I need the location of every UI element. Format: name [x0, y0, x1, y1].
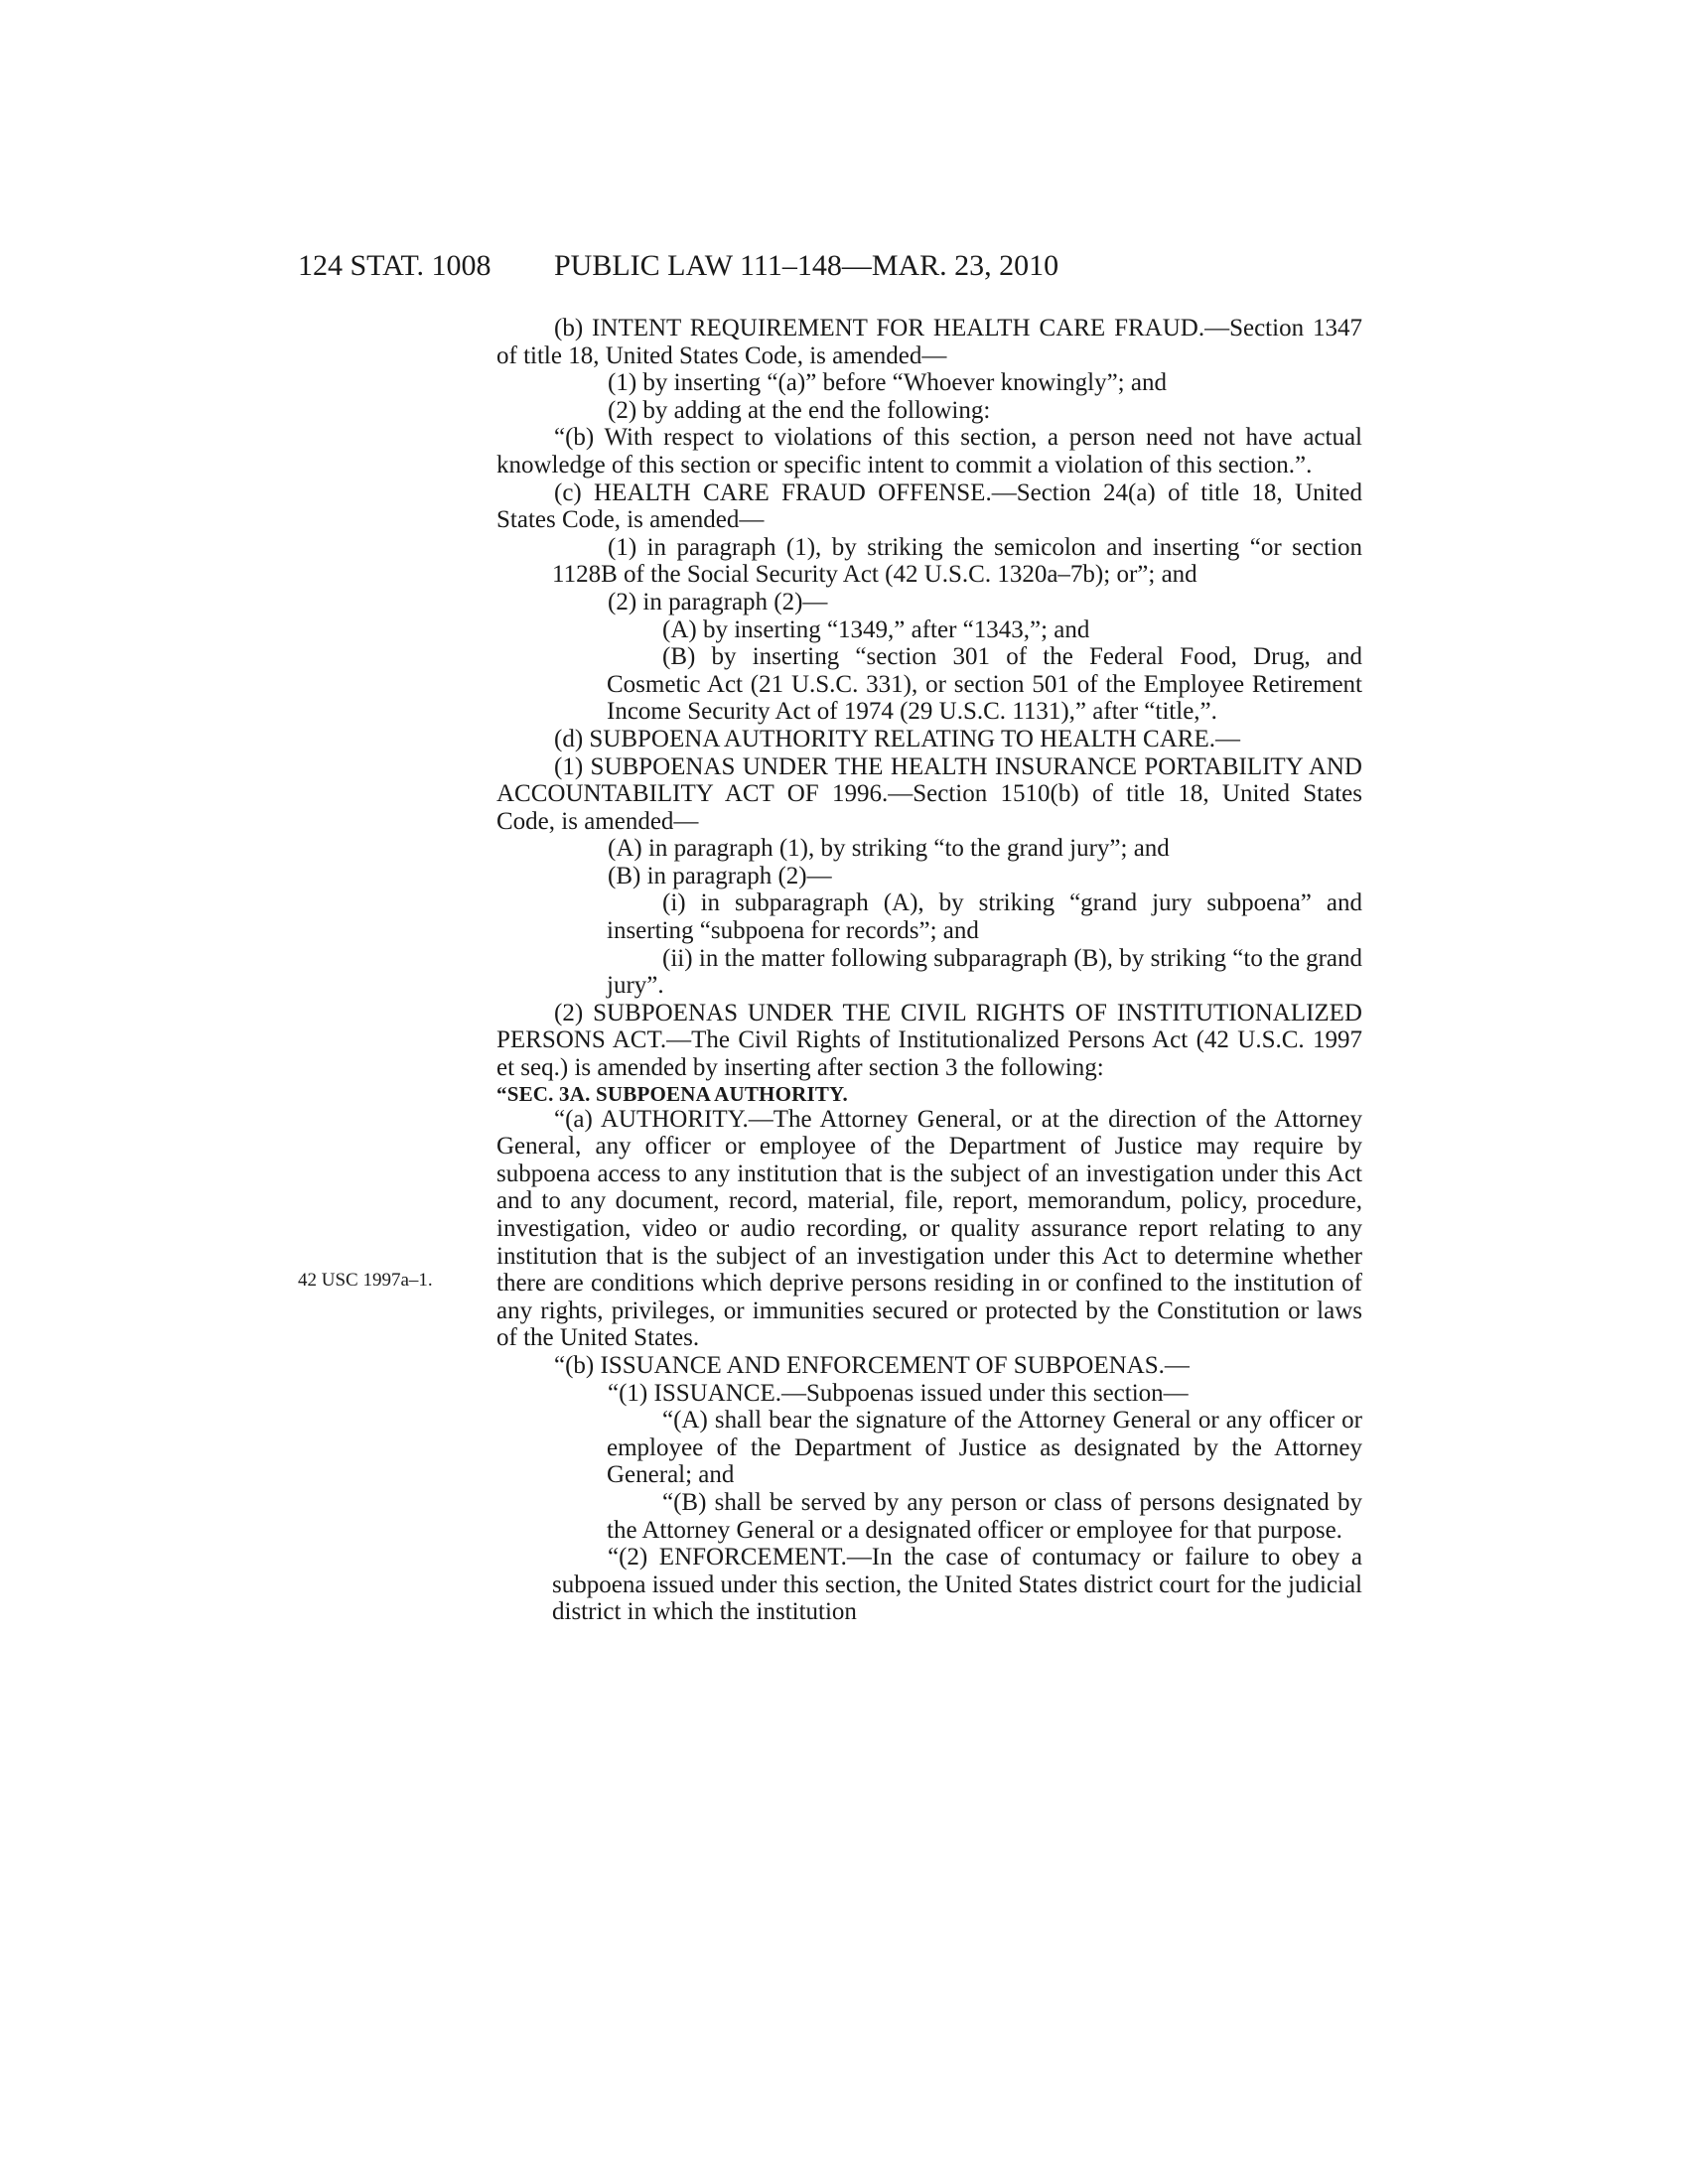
paragraph-d1a: (A) in paragraph (1), by striking “to the grand jury”; and	[608, 835, 1170, 863]
paragraph-d-subpoena-authority: (d) SUBPOENA AUTHORITY RELATING TO HEALTH CARE.—	[554, 725, 1240, 752]
page-header	[298, 246, 1192, 286]
paragraph-a-authority: “(a) AUTHORITY.—The Attorney General, or at the direction of the Attorney General, any officer or employee of the Department of Justice may require by subpoena access to any institution that is the subject of an investigation under this Act and to any document, record, material, file, report, memorandum, policy, procedure, investigation, video or audio recording, or quality assurance report relating to any institution that is the subject of an investigation under this Act to determine whether there are conditions which deprive persons residing in or confined to the institution of any rights, privileges, or immunities secured or protected by the Constitution or laws of the United States.	[496, 1105, 1362, 1352]
paragraph-b-quote: “(b) With respect to violations of this section, a person need not have actual knowledge of this section or specific intent to commit a violation of this section.”.	[496, 424, 1362, 478]
document-body	[496, 315, 1362, 1626]
paragraph-c1: (1) in paragraph (1), by striking the semicolon and inserting “or section 1128B of the Social Security Act (42 U.S.C. 1320a–7b); or”; and	[552, 533, 1362, 589]
paragraph-b-enforcement-2: “(2) ENFORCEMENT.—In the case of contumacy or failure to obey a subpoena issued under this section, the United States district court for the judicial district in which the institution	[552, 1544, 1362, 1626]
paragraph-b-issuance-1: “(1) ISSUANCE.—Subpoenas issued under this section—	[608, 1379, 1189, 1407]
paragraph-d2: (2) SUBPOENAS UNDER THE CIVIL RIGHTS OF INSTITUTIONALIZED PERSONS ACT.—The Civil Rights of Institutionalized Persons Act (42 U.S.C. 1997 et seq.) is amended by inserting after section 3 the following:	[496, 999, 1362, 1082]
margin-citation: 42 USC 1997a–1.	[298, 1270, 433, 1291]
paragraph-b2: (2) by adding at the end the following:	[608, 396, 991, 424]
paragraph-b-issuance-enforcement: “(b) ISSUANCE AND ENFORCEMENT OF SUBPOENAS.—	[554, 1351, 1190, 1379]
paragraph-b1: (1) by inserting “(a)” before “Whoever knowingly”; and	[608, 369, 1167, 397]
paragraph-d1b: (B) in paragraph (2)—	[608, 862, 832, 889]
paragraph-b-issuance-1b: “(B) shall be served by any person or class of persons designated by the Attorney General or a designated officer or employee for that purpose.	[607, 1488, 1362, 1544]
paragraph-c2b: (B) by inserting “section 301 of the Federal Food, Drug, and Cosmetic Act (21 U.S.C. 331), or section 501 of the Employee Retirement Income Security Act of 1974 (29 U.S.C. 1131),” after “title,”.	[607, 643, 1362, 726]
public-law-title: PUBLIC LAW 111–148—MAR. 23, 2010	[554, 249, 1059, 282]
paragraph-d1: (1) SUBPOENAS UNDER THE HEALTH INSURANCE PORTABILITY AND ACCOUNTABILITY ACT OF 1996.—Section 1510(b) of title 18, United States Code, is amended—	[496, 752, 1362, 835]
paragraph-d1b-ii: (ii) in the matter following subparagraph (B), by striking “to the grand jury”.	[607, 944, 1362, 1000]
paragraph-c2a: (A) by inserting “1349,” after “1343,”; and	[662, 615, 1090, 643]
paragraph-b-intent-requirement: (b) INTENT REQUIREMENT FOR HEALTH CARE FRAUD.—Section 1347 of title 18, United States Code, is amended—	[496, 315, 1362, 369]
statute-page-number: 124 STAT. 1008	[298, 249, 492, 282]
paragraph-c-health-care-fraud: (c) HEALTH CARE FRAUD OFFENSE.—Section 24(a) of title 18, United States Code, is amended—	[496, 478, 1362, 534]
paragraph-c2: (2) in paragraph (2)—	[608, 588, 828, 615]
paragraph-b-issuance-1a: “(A) shall bear the signature of the Attorney General or any officer or employee of the Department of Justice as designated by the Attorney General; and	[607, 1407, 1362, 1489]
paragraph-d1b-i: (i) in subparagraph (A), by striking “grand jury subpoena” and inserting “subpoena for records”; and	[607, 889, 1362, 945]
section-heading: “SEC. 3A. SUBPOENA AUTHORITY.	[496, 1081, 848, 1106]
